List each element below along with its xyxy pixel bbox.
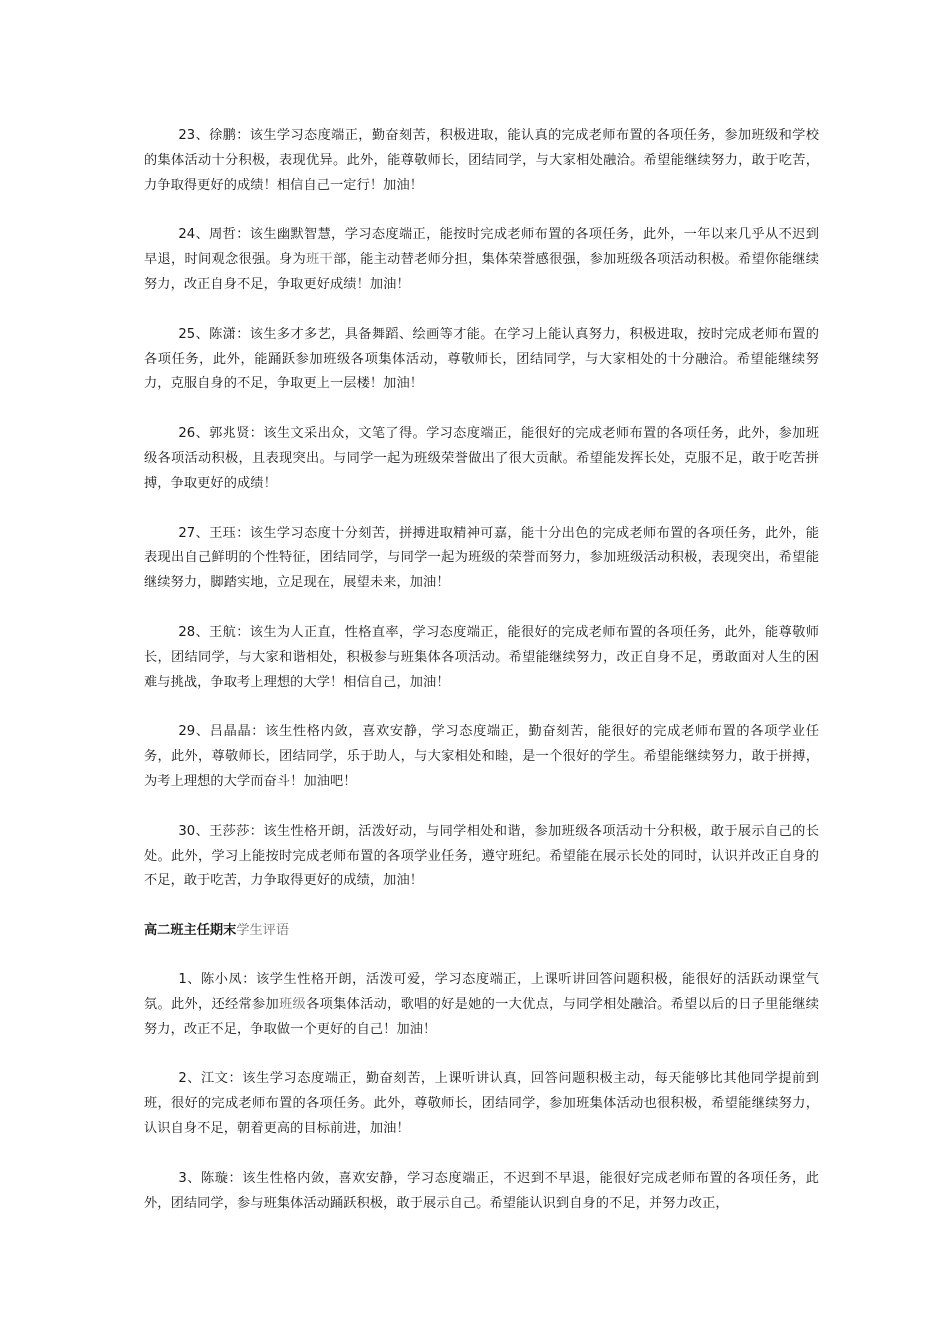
- comment-24-text-after: 部，能主动替老师分担，集体荣誉感很强，参加班级各项活动积极。希望你能继续努力，改正自身不足，争取更好成绩！加油！: [144, 252, 819, 292]
- comment-28: 28、王航：该生为人正直，性格直率，学习态度端正，能很好的完成老师布置的各项任务，此外，能尊敬师长，团结同学，与大家和谐相处，积极参与班集体各项活动。希望能继续努力，改正自身不足，勇敢面对人生的困难与挑战，争取考上理想的大学！相信自己，加油！: [144, 624, 819, 690]
- comment-26: 26、郭兆贤：该生文采出众，文笔了得。学习态度端正，能很好的完成老师布置的各项任务，此外，参加班级各项活动积极，且表现突出。与同学一起为班级荣誉做出了很大贡献。希望能发挥长处，克服不足，敢于吃苦拼搏，争取更好的成绩！: [144, 426, 819, 491]
- banji-link[interactable]: 班级: [279, 996, 307, 1012]
- comment-b-1-text-before: 1、陈小凤：该学生性格开朗，活泼可爱，学习态度端正，上课听讲回答问题积极，能很好的活跃动课堂气氛。此外，还经常参加: [144, 971, 819, 1012]
- comment-24-text-before: 24、周哲：该生幽默智慧，学习态度端正，能按时完成老师布置的各项任务，此外，一年以来几乎从不迟到早退，时间观念很强。身为: [144, 227, 819, 268]
- comment-30: 30、王莎莎：该生性格开朗，活泼好动，与同学相处和谐，参加班级各项活动十分积极，敢于展示自己的长处。此外，学习上能按时完成老师布置的各项学业任务，遵守班纪。希望能在展示长处的同时，认识并改正自身的不足，敢于吃苦，力争取得更好的成绩，加油！: [144, 823, 819, 889]
- comment-b-1: [144, 968, 819, 1042]
- comment-27: 27、王珏：该生学习态度十分刻苦，拼搏进取精神可嘉，能十分出色的完成老师布置的各项任务，此外，能表现出自己鲜明的个性特征，团结同学，与同学一起为班级的荣誉而努力，参加班级活动积极，表现突出，希望能继续努力，脚踏实地，立足现在，展望未来，加油！: [144, 525, 819, 591]
- comment-29: 29、吕晶晶：该生性格内敛，喜欢安静，学习态度端正，勤奋刻苦，能很好的完成老师布置的各项学业任务，此外，尊敬师长，团结同学，乐于助人，与大家相处和睦，是一个很好的学生。希望能继续努力，敢于拼搏，为考上理想的大学而奋斗！加油吧！: [144, 724, 819, 789]
- banganbu-link[interactable]: 班干: [306, 252, 334, 268]
- comment-24: [144, 223, 819, 297]
- section-heading-bold: 高二班主任期末: [144, 923, 237, 939]
- comment-b-2: 2、江文：该生学习态度端正，勤奋刻苦，上课听讲认真，回答问题积极主动，每天能够比其他同学提前到班，很好的完成老师布置的各项任务。此外，尊敬师长，团结同学，参加班集体活动也很积极，希望能继续努力，认识自身不足，朝着更高的目标前进，加油！: [144, 1071, 819, 1136]
- document-body: [144, 124, 819, 1241]
- section-heading-link[interactable]: 学生评语: [236, 923, 290, 939]
- section-heading: [144, 919, 819, 944]
- comment-b-3: 3、陈璇：该生性格内敛，喜欢安静，学习态度端正，不迟到不早退，能很好完成老师布置的各项任务，此外，团结同学，参与班集体活动踊跃积极，敢于展示自己。希望能认识到自身的不足，并努力改正，: [144, 1170, 819, 1211]
- comment-25: 25、陈潇：该生多才多艺，具备舞蹈、绘画等才能。在学习上能认真努力，积极进取，按时完成老师布置的各项任务，此外，能踊跃参加班级各项集体活动，尊敬师长，团结同学，与大家相处的十分融洽。希望能继续努力，克服自身的不足，争取更上一层楼！加油！: [144, 326, 819, 392]
- comment-23: 23、徐鹏：该生学习态度端正，勤奋刻苦，积极进取，能认真的完成老师布置的各项任务，参加班级和学校的集体活动十分积极，表现优异。此外，能尊敬师长，团结同学，与大家相处融洽。希望能继续努力，敢于吃苦，力争取得更好的成绩！相信自己一定行！加油！: [144, 128, 819, 193]
- comment-b-1-text-after: 各项集体活动，歌唱的好是她的一大优点，与同学相处融洽。希望以后的日子里能继续努力，改正不足，争取做一个更好的自己！加油！: [144, 996, 820, 1037]
